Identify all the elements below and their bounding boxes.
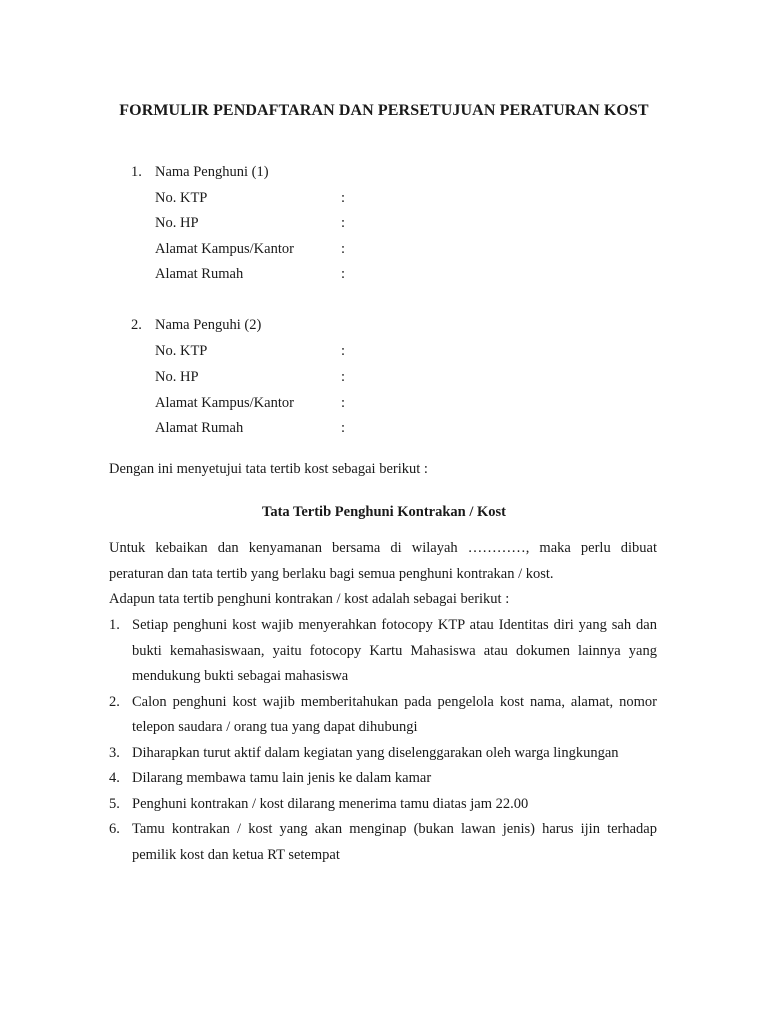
- rule-text: Calon penghuni kost wajib memberitahukan pada pengelola kost nama, alamat, nomor telepon saudara / orang tua yang dapat dihubungi: [132, 693, 657, 735]
- tenant-1-heading-text: Nama Penghuni (1): [155, 164, 269, 180]
- tenant-1-ktp-colon: :: [341, 190, 346, 206]
- rule-item: [109, 817, 657, 868]
- tenant-2-home-colon: :: [341, 420, 346, 436]
- rule-text: Dilarang membawa tamu lain jenis ke dalam kamar: [132, 770, 432, 786]
- rule-item: [109, 613, 657, 690]
- rule-text: Diharapkan turut aktif dalam kegiatan yang diselenggarakan oleh warga lingkungan: [132, 744, 619, 761]
- rules-list: [109, 613, 657, 868]
- agreement-intro: Dengan ini menyetujui tata tertib kost sebagai berikut :: [109, 461, 428, 477]
- rule-text: Tamu kontrakan / kost yang akan menginap (bukan lawan jenis) harus ijin terhadap pemilik kost dan ketua RT setempat: [132, 821, 657, 863]
- rule-number: 2.: [109, 693, 120, 710]
- rule-number: 3.: [109, 744, 120, 761]
- tenant-1-ktp-label: No. KTP: [155, 190, 208, 206]
- rule-item: [109, 690, 657, 741]
- tenant-1-campus-label: Alamat Kampus/Kantor: [155, 241, 294, 257]
- tenant-2-hp-colon: :: [341, 369, 346, 385]
- paragraph-line: Adapun tata tertib penghuni kontrakan / kost adalah sebagai berikut :: [109, 591, 510, 607]
- rule-number: 1.: [109, 617, 120, 633]
- tenant-2-heading: [131, 317, 261, 334]
- paragraph-line: peraturan dan tata tertib yang berlaku bagi semua penghuni kontrakan / kost.: [109, 565, 554, 582]
- tenant-1-campus-colon: :: [341, 241, 346, 257]
- tenant-2-ktp-label: No. KTP: [155, 343, 208, 359]
- rule-number: 4.: [109, 770, 120, 786]
- tenant-2-home-label: Alamat Rumah: [155, 420, 244, 436]
- rules-subtitle: Tata Tertib Penghuni Kontrakan / Kost: [261, 504, 506, 520]
- rule-item: [109, 741, 657, 767]
- tenant-1-heading: [131, 164, 269, 181]
- tenant-2-number: 2.: [131, 317, 142, 333]
- tenant-1-hp-colon: :: [341, 215, 346, 231]
- tenant-2-hp-label: No. HP: [155, 369, 199, 385]
- tenant-2-campus-label: Alamat Kampus/Kantor: [155, 395, 294, 411]
- paragraph-line: Untuk kebaikan dan kenyamanan bersama di wilayah …………, maka perlu dibuat: [109, 540, 657, 556]
- rule-number: 5.: [109, 795, 120, 812]
- tenant-1-hp-label: No. HP: [155, 215, 199, 231]
- document-title: FORMULIR PENDAFTARAN DAN PERSETUJUAN PERATURAN KOST: [119, 102, 649, 119]
- rule-item: [109, 792, 657, 818]
- tenant-1-number: 1.: [131, 164, 142, 180]
- tenant-2-campus-colon: :: [341, 395, 346, 411]
- rules-paragraph: [109, 536, 657, 613]
- rule-item: [109, 766, 657, 792]
- tenant-1-home-label: Alamat Rumah: [155, 266, 244, 282]
- tenant-2-ktp-colon: :: [341, 343, 346, 359]
- tenant-1-home-colon: :: [341, 266, 346, 282]
- rule-number: 6.: [109, 821, 120, 837]
- rule-text: Penghuni kontrakan / kost dilarang menerima tamu diatas jam 22.00: [132, 795, 529, 812]
- tenant-2-heading-text: Nama Penguhi (2): [155, 317, 262, 333]
- rule-text: Setiap penghuni kost wajib menyerahkan fotocopy KTP atau Identitas diri yang sah dan bukti kemahasiswaan, yaitu fotocopy Kartu Mahasiswa atau dokumen lainnya yang mendukung bukti sebagai mahasiswa: [132, 617, 657, 684]
